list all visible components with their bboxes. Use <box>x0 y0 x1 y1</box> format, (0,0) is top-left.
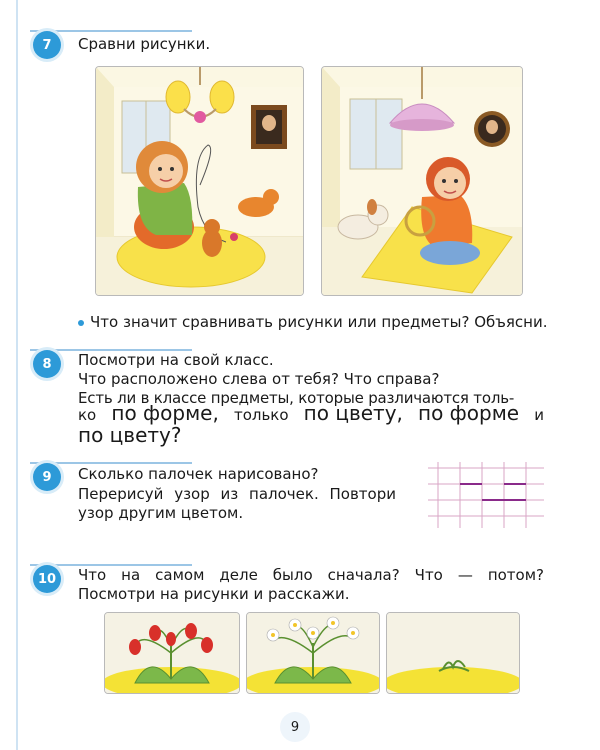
task-9-line-3: узор другим цветом. <box>78 504 244 522</box>
task-8-po-forme-2: по форме <box>418 401 520 425</box>
task-8-line-2: Что расположено слева от тебя? Что справа? <box>78 370 440 388</box>
picture-strawberry-fruit <box>104 612 240 694</box>
bullet-icon <box>78 320 84 326</box>
picture-girl-with-kittens <box>95 66 304 296</box>
page-number: 9 <box>280 712 310 742</box>
task-8-number: 8 <box>33 350 61 378</box>
task-9-line-2: Перерисуй узор из палочек. Повтори <box>78 485 396 503</box>
task-7-rule <box>30 30 192 32</box>
strawberry-sprout <box>387 613 519 693</box>
task-8-word-i: и <box>534 406 544 424</box>
task-7-question <box>78 313 547 332</box>
task-8-line-3: Есть ли в классе предметы, которые различаются толь- <box>78 389 515 407</box>
task-8-line-1: Посмотри на свой класс. <box>78 351 274 369</box>
task-7-question-text: Что значит сравнивать рисунки или предметы? Объясни. <box>90 313 548 331</box>
task-8-po-cvetu: по цвету, <box>303 401 403 425</box>
task-10-line-1: Что на самом деле было сначала? Что — потом? <box>78 566 544 584</box>
task-9-rule <box>30 462 192 464</box>
picture-strawberry-sprout <box>386 612 520 694</box>
task-8-po-forme: по форме, <box>111 401 219 425</box>
picture-strawberry-flowers <box>246 612 380 694</box>
task-8-tolko: только <box>233 406 289 424</box>
room-girl-illustration <box>96 67 303 295</box>
task-9-number: 9 <box>33 463 61 491</box>
strawberry-with-flowers <box>247 613 379 693</box>
task-8-line-5: по цвету? <box>78 423 182 447</box>
strawberry-with-berries <box>105 613 239 693</box>
task-10-line-2: Посмотри на рисунки и расскажи. <box>78 585 350 603</box>
picture-boy-with-puppy <box>321 66 523 296</box>
task-8-word-ko: ко <box>78 406 97 424</box>
task-7-number: 7 <box>33 31 61 59</box>
task-9-line-1: Сколько палочек нарисовано? <box>78 465 319 483</box>
stick-pattern-grid <box>428 462 544 528</box>
room-boy-illustration <box>322 67 522 295</box>
margin-line <box>16 0 18 750</box>
task-10-number: 10 <box>33 565 61 593</box>
task-7-title: Сравни рисунки. <box>78 35 211 53</box>
